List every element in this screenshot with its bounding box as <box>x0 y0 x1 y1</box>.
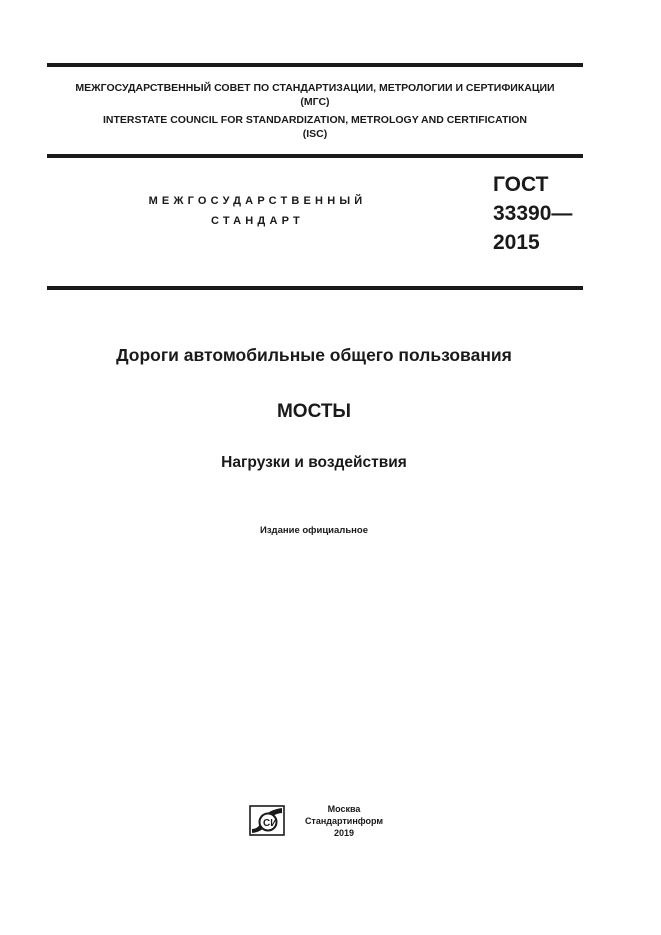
gost-number: 33390— <box>493 202 573 225</box>
standartinform-logo-icon <box>249 805 285 836</box>
council-ru-name: МЕЖГОСУДАРСТВЕННЫЙ СОВЕТ ПО СТАНДАРТИЗАЦИИ, МЕТРОЛОГИИ И СЕРТИФИКАЦИИ <box>75 82 555 94</box>
publisher-city: Москва <box>327 804 361 814</box>
gost-designation <box>493 170 572 257</box>
lower-rule <box>47 286 583 290</box>
top-rule <box>47 63 583 67</box>
publisher-block <box>304 803 384 839</box>
edition-note: Издание официальное <box>260 525 368 536</box>
gost-year: 2015 <box>493 231 540 254</box>
document-subtitle: Нагрузки и воздействия <box>221 454 407 471</box>
council-ru-abbr: (МГС) <box>300 96 330 108</box>
standard-type-line1: МЕЖГОСУДАРСТВЕННЫЙ <box>148 195 367 207</box>
standard-type-line2: СТАНДАРТ <box>211 215 304 227</box>
gost-label: ГОСТ <box>493 173 549 196</box>
council-en-abbr: (ISC) <box>302 128 328 140</box>
publisher-name: Стандартинформ <box>304 816 384 826</box>
svg-text:СИ: СИ <box>263 818 278 829</box>
document-subject: МОСТЫ <box>276 401 352 422</box>
council-en-name: INTERSTATE COUNCIL FOR STANDARDIZATION, METROLOGY AND CERTIFICATION <box>102 114 528 126</box>
publisher-year: 2019 <box>333 828 355 838</box>
document-main-title: Дороги автомобильные общего пользования <box>116 345 512 365</box>
middle-rule <box>47 154 583 158</box>
